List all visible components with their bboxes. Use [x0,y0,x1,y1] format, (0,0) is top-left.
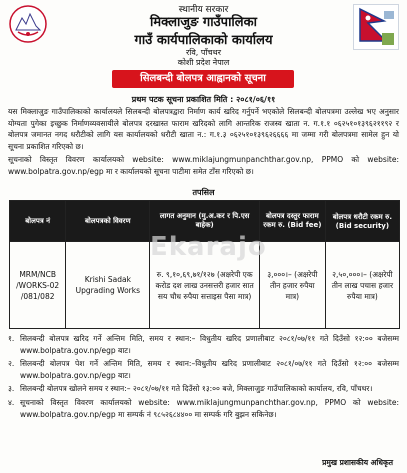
signature-title: प्रमुख प्रशासकीय अधिकृत [322,458,393,467]
list-item [8,333,399,356]
list-item [8,358,399,381]
cell-bid-fee: ३,०००।– (अक्षरेपी तीन हजार रुपैया मात्र) [259,242,325,329]
table-header-row [10,201,400,242]
notice-items [8,333,399,422]
list-item-text: सूचनाको विस्तृत विवरण कार्यालयको website: www.miklajungmunpanchthar.gov.np, PPMO को website: www.bolpatra.gov.np/egp मा सम्पर्क नं ९८५२६८४४०० मा सम्पर्क गरि बुझन सकिनेछ। [20,397,399,419]
publication-date: प्रथम पटक सूचना प्रकाशित मिति : २०८१/०६/११ [131,95,276,104]
header-province: कोशी प्रदेश नेपाल [177,58,230,67]
header-address: रवि, पाँचथर [186,48,221,57]
list-item-number: ४. [8,397,15,407]
notice-title: सिलबन्दी बोलपत्र आह्वानको सूचना [112,70,294,88]
header-municipality: मिक्लाजुङ गाउँपालिका [150,15,257,30]
bid-table [9,200,400,329]
cell-bid-no: MRM/NCB /WORKS-02 /081/082 [10,242,66,329]
col-bid-fee: बोलपत्र दस्तुर फाराम रकम रु. (Bid fee) [259,201,325,242]
col-bid-security: बोलपत्र धरौटी रकम रु. (Bid security) [325,201,399,242]
list-item-number: १. [8,334,15,343]
watermark: Ekarajo [150,232,267,262]
notice-paragraph-2: सूचनाको विस्तृत विवरण कार्यालयको website: www.miklajungmunpanchthar.gov.np, PPMO को website: www.bolpatra.gov.np/egp मा र कार्यालयको सूचना पाटीमा समेत टाँस गरिएको छ। [8,155,399,176]
cell-description: Krishi Sadak Upgrading Works [66,242,150,329]
list-item [8,397,399,420]
list-item-text: सिलबन्दी बोलपत्र खोलने समय र स्थान:– २०८१/०७/११ गते दिउँसो १३:०० बजे, मिक्लाजुङ गाउँपालिकाको कार्यालय, रवि, पाँचथर। [20,384,373,394]
header-local-gov: स्थानीय सरकार [178,5,229,15]
table-row [10,242,400,329]
header-office: गाउँ कार्यपालिकाको कार्यालय [134,33,273,48]
list-item [8,383,399,395]
col-description: बोलपत्रको विवरण [66,201,150,242]
list-item-text: सिलबन्दी बोलपत्र पेश गर्ने अन्तिम मिति, समय र स्थान:–विधुतीय खरिद प्रणालीबाट २०८१/०७/११ गते दिउँसो १२:०० बजेसम्म www.bolpatra.gov.np/egp बाट। [20,359,399,380]
list-item-number: २. [8,359,15,369]
annex-heading: तपसिल [192,188,215,197]
cell-estimate: रु. ९,१०,६९,७१/१२७ (अक्षरेपी एक करोड दश लाख उनसत्तरी हजार सात सय चौध रुपैया सत्ताइस पैसा मात्र) [150,242,260,329]
notice-paragraph-1: यस मिक्लाजुङ गाउँपालिकाको कार्यालयले सिलबन्दी बोलपत्रद्वारा निर्माण कार्य खरिद गर्नुपर्ने भएकोले सिलबन्दी बोलपत्रमा उल्लेख भए अनुसार योग्यता पुगेका इच्छुक निर्माणव्यवसायीले बोलपत्र दरखास्त फाराम खरिदको लागि आन्तरिक राजस्व खाता न. ग.१.१ ०६२५१०१३९६२११९२ र बोलपत्र जमानत नगद धरौटीको लागि यस कार्यालयको धरौटी खाता न.: ग.१.३ ०६२५१०१३९६२६६६६ मा जम्मा गरी बोलपत्रमा सामेल हुन यो सूचना प्रकाशित गरिएको छ। [8,107,399,151]
list-item-text: सिलबन्दी बोलपत्र खरिद गर्ने अन्तिम मिति, समय र स्थान:– विधुतीय खरिद प्रणालीबाट २०८१/०७/११ गते दिउँसो १२:०० बजेसम्म www.bolpatra.gov.np/egp बाट। [20,334,399,355]
col-bid-no: बोलपत्र नं [10,201,66,242]
list-item-number: ३. [8,384,15,394]
cell-bid-security: २,५०,०००।– (अक्षरेपी तीन लाख पचास हजार रुपैया मात्र) [325,242,399,329]
col-estimate: लागत अनुमान (मु.अ.कर र पि.एस बाहेक) [150,201,260,242]
